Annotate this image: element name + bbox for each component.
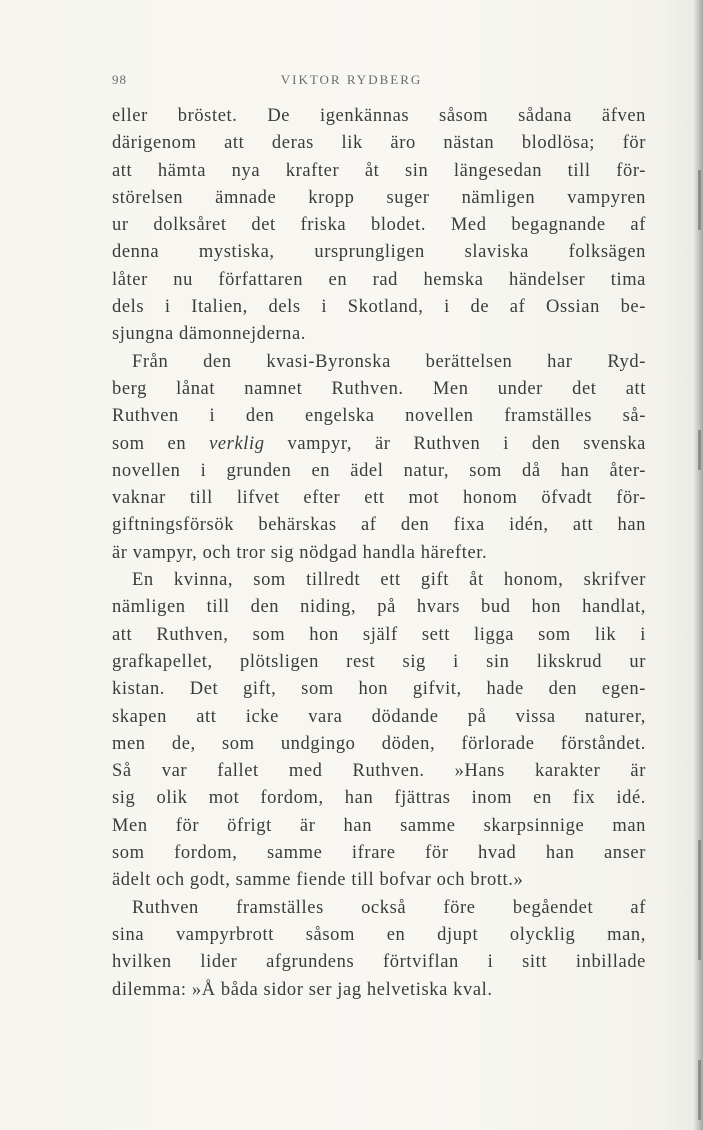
text-line: men de, som undgingo döden, förlorade förståndet. <box>112 733 646 754</box>
edge-mark <box>698 430 701 470</box>
text-line: sina vampyrbrott såsom en djupt olycklig man, <box>112 924 646 945</box>
text-line: att Ruthven, som hon själf sett ligga som lik i <box>112 624 646 645</box>
edge-mark <box>698 840 701 960</box>
page-header <box>0 72 703 92</box>
body-text <box>112 103 646 1004</box>
text-line: grafkapellet, plötsligen rest sig i sin likskrud ur <box>112 651 646 672</box>
text-line: dels i Italien, dels i Skotland, i de af Ossian be- <box>112 297 646 318</box>
text-line: ur dolksåret det friska blodet. Med begagnande af <box>112 215 646 236</box>
text-line: som fordom, samme ifrare för hvad han anser <box>112 843 646 864</box>
text-fragment: som en <box>112 433 210 454</box>
text-line: hvilken lider afgrundens förtviflan i sitt inbillade <box>112 952 646 973</box>
text-line: skapen att icke vara dödande på vissa naturer, <box>112 706 646 727</box>
text-line-with-italic <box>112 431 646 458</box>
text-fragment: vampyr, är Ruthven i den svenska <box>264 433 646 454</box>
text-line: berg lånat namnet Ruthven. Men under det att <box>112 378 646 399</box>
text-line: dilemma: »Å båda sidor ser jag helvetiska kval. <box>112 979 493 1000</box>
text-line: störelsen ämnade kropp suger nämligen vampyren <box>112 187 646 208</box>
text-line: kistan. Det gift, som hon gifvit, hade den egen- <box>112 679 646 700</box>
text-line: eller bröstet. De igenkännas såsom sådana äfven <box>112 106 646 126</box>
text-line: sig olik mot fordom, han fjättras inom en fix idé. <box>112 788 646 809</box>
text-line: Så var fallet med Ruthven. »Hans karakter är <box>112 761 646 782</box>
text-line: låter nu författaren en rad hemska händelser tima <box>112 269 646 290</box>
text-line: att hämta nya krafter åt sin längesedan till för- <box>112 160 646 181</box>
text-line: sjungna dämonnejderna. <box>112 324 307 345</box>
text-line: Men för öfrigt är han samme skarpsinnige man <box>112 815 646 836</box>
text-line: nämligen till den niding, på hvars bud hon handlat, <box>112 597 646 618</box>
text-line: Från den kvasi-Byronska berättelsen har Ryd- <box>132 351 646 372</box>
text-line: vaknar till lifvet efter ett mot honom öfvadt för- <box>112 488 646 509</box>
text-line: denna mystiska, ursprungligen slaviska folksägen <box>112 242 646 263</box>
text-line: därigenom att deras lik äro nästan blodlösa; för <box>112 133 646 154</box>
text-line: Ruthven i den engelska novellen framställes så- <box>112 406 646 427</box>
text-line: är vampyr, och tror sig nödgad handla härefter. <box>112 542 488 563</box>
edge-mark <box>698 170 701 230</box>
edge-mark <box>698 1060 701 1120</box>
italic-word: verklig <box>209 433 265 454</box>
page-number: 98 <box>112 72 127 87</box>
text-line: novellen i grunden en ädel natur, som då han åter- <box>112 460 646 481</box>
text-line: Ruthven framställes också före begåendet af <box>132 897 646 918</box>
text-line: En kvinna, som tillredt ett gift åt honom, skrifver <box>132 570 646 591</box>
text-line: giftningsförsök behärskas af den fixa idén, att han <box>112 515 646 536</box>
text-line: ädelt och godt, samme fiende till bofvar och brott.» <box>112 870 524 891</box>
running-head: VIKTOR RYDBERG <box>280 72 423 87</box>
